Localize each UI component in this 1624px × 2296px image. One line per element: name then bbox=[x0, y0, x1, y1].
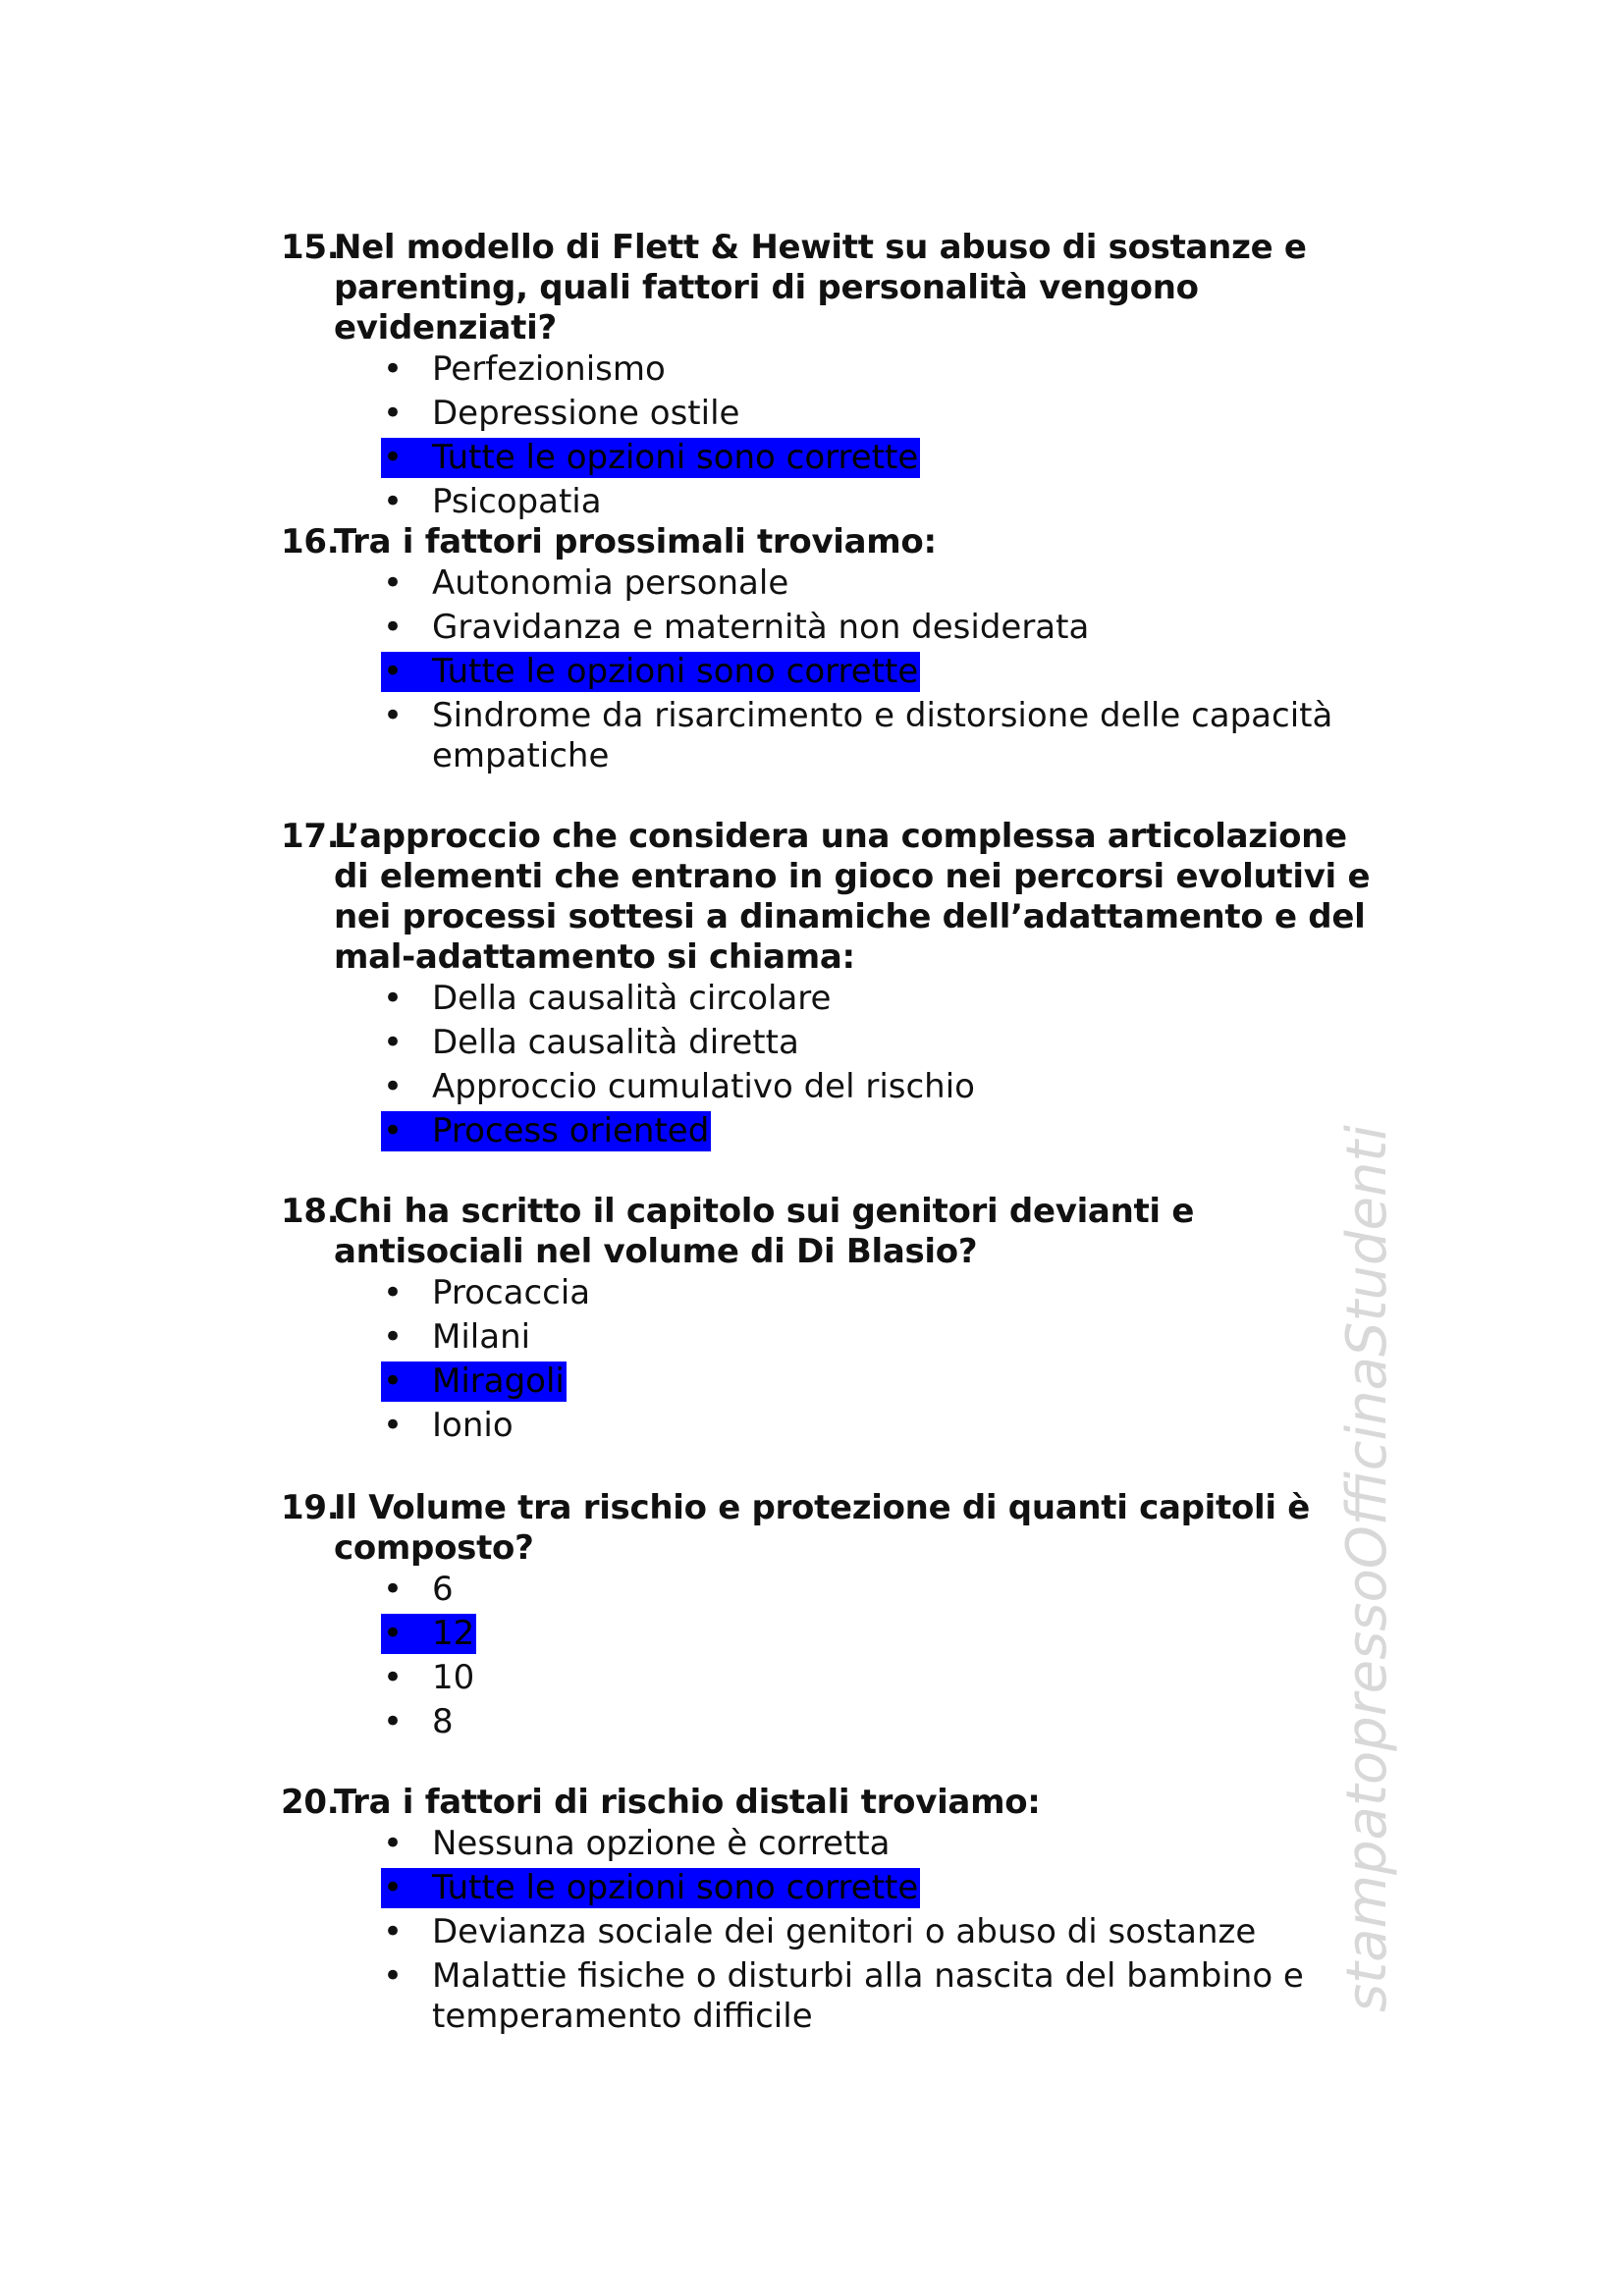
option-label: 6 bbox=[432, 1570, 454, 1609]
question-text: Tra i fattori di rischio distali troviamo: bbox=[334, 1783, 1041, 1822]
option-item bbox=[281, 349, 1390, 390]
question-title bbox=[281, 817, 1390, 978]
option-label: Approccio cumulativo del rischio bbox=[432, 1067, 975, 1106]
option-label: Autonomia personale bbox=[432, 563, 789, 603]
bullet-icon: • bbox=[383, 1868, 404, 1907]
option-item bbox=[281, 696, 1390, 776]
question-number: 15. bbox=[281, 228, 340, 267]
options-list bbox=[281, 349, 1390, 522]
option-label: Tutte le opzioni sono corrette bbox=[432, 1868, 919, 1907]
bullet-icon: • bbox=[383, 1067, 404, 1106]
option-item bbox=[281, 1824, 1390, 1864]
option-label: 12 bbox=[432, 1614, 475, 1653]
question-title bbox=[281, 1192, 1390, 1272]
question-16 bbox=[281, 522, 1390, 780]
option-item bbox=[281, 979, 1390, 1019]
question-text: Nel modello di Flett & Hewitt su abuso di sostanze e parenting, quali fattori di personalità vengono evidenziati? bbox=[334, 228, 1307, 347]
question-18 bbox=[281, 1192, 1390, 1450]
bullet-icon: • bbox=[383, 1702, 404, 1741]
answer-highlight bbox=[381, 1868, 920, 1908]
question-title bbox=[281, 1488, 1390, 1569]
options-list bbox=[281, 563, 1390, 776]
question-text: Chi ha scritto il capitolo sui genitori devianti e antisociali nel volume di Di Blasio? bbox=[334, 1192, 1195, 1271]
option-item-correct bbox=[281, 1614, 1390, 1654]
option-label: Tutte le opzioni sono corrette bbox=[432, 652, 919, 691]
option-item bbox=[281, 1023, 1390, 1063]
bullet-icon: • bbox=[383, 1570, 404, 1609]
option-label: 10 bbox=[432, 1658, 475, 1697]
option-label: Ionio bbox=[432, 1406, 514, 1445]
option-label: Della causalità diretta bbox=[432, 1023, 799, 1062]
watermark-text: stampatopressoOfficinaStudenti bbox=[1335, 1125, 1399, 2012]
answer-highlight bbox=[381, 1111, 711, 1151]
option-item-correct bbox=[281, 1868, 1390, 1908]
bullet-icon: • bbox=[383, 1362, 404, 1401]
bullet-icon: • bbox=[383, 482, 404, 521]
answer-highlight bbox=[381, 1614, 476, 1654]
option-label: Tutte le opzioni sono corrette bbox=[432, 438, 919, 477]
option-label: Procaccia bbox=[432, 1273, 591, 1312]
option-item-correct bbox=[281, 438, 1390, 478]
bullet-icon: • bbox=[383, 394, 404, 433]
bullet-icon: • bbox=[383, 349, 404, 389]
option-item bbox=[281, 563, 1390, 604]
answer-highlight bbox=[381, 652, 920, 692]
option-label: Devianza sociale dei genitori o abuso di sostanze bbox=[432, 1912, 1257, 1951]
question-title bbox=[281, 228, 1390, 348]
bullet-icon: • bbox=[383, 438, 404, 477]
option-item-correct bbox=[281, 652, 1390, 692]
options-list bbox=[281, 1824, 1390, 2037]
question-number: 17. bbox=[281, 817, 340, 856]
option-label: 8 bbox=[432, 1702, 454, 1741]
option-label: Miragoli bbox=[432, 1362, 565, 1401]
option-item bbox=[281, 1273, 1390, 1313]
bullet-icon: • bbox=[383, 1406, 404, 1445]
question-title bbox=[281, 522, 1390, 562]
options-list bbox=[281, 979, 1390, 1151]
bullet-icon: • bbox=[383, 563, 404, 603]
option-label: Process oriented bbox=[432, 1111, 710, 1150]
bullet-icon: • bbox=[383, 1912, 404, 1951]
option-label: Gravidanza e maternità non desiderata bbox=[432, 608, 1090, 647]
bullet-icon: • bbox=[383, 696, 404, 735]
option-item-correct bbox=[281, 1111, 1390, 1151]
option-label: Malattie fisiche o disturbi alla nascita del bambino e temperamento difficile bbox=[432, 1956, 1304, 2036]
option-item bbox=[281, 482, 1390, 522]
bullet-icon: • bbox=[383, 1111, 404, 1150]
option-item bbox=[281, 1912, 1390, 1952]
option-label: Della causalità circolare bbox=[432, 979, 832, 1018]
bullet-icon: • bbox=[383, 1317, 404, 1357]
option-label: Sindrome da risarcimento e distorsione delle capacità empatiche bbox=[432, 696, 1333, 775]
option-label: Milani bbox=[432, 1317, 531, 1357]
option-item bbox=[281, 1067, 1390, 1107]
question-text: L’approccio che considera una complessa articolazione di elementi che entrano in gioco nei percorsi evolutivi e nei processi sottesi a dinamiche dell’adattamento e del mal-adattamento si chiama: bbox=[334, 817, 1371, 977]
question-number: 18. bbox=[281, 1192, 340, 1231]
answer-highlight bbox=[381, 438, 920, 478]
option-item bbox=[281, 1570, 1390, 1610]
question-20 bbox=[281, 1783, 1390, 2041]
option-item bbox=[281, 1956, 1390, 2037]
options-list bbox=[281, 1570, 1390, 1742]
option-item bbox=[281, 1317, 1390, 1358]
option-item bbox=[281, 394, 1390, 434]
question-17 bbox=[281, 817, 1390, 1155]
option-label: Depressione ostile bbox=[432, 394, 740, 433]
bullet-icon: • bbox=[383, 608, 404, 647]
option-item bbox=[281, 608, 1390, 648]
bullet-icon: • bbox=[383, 1956, 404, 1996]
bullet-icon: • bbox=[383, 979, 404, 1018]
answer-highlight bbox=[381, 1362, 567, 1402]
option-label: Perfezionismo bbox=[432, 349, 666, 389]
option-item bbox=[281, 1658, 1390, 1698]
question-number: 19. bbox=[281, 1488, 340, 1527]
option-item-correct bbox=[281, 1362, 1390, 1402]
option-label: Psicopatia bbox=[432, 482, 602, 521]
question-title bbox=[281, 1783, 1390, 1823]
option-item bbox=[281, 1702, 1390, 1742]
question-text: Il Volume tra rischio e protezione di quanti capitoli è composto? bbox=[334, 1488, 1311, 1568]
bullet-icon: • bbox=[383, 652, 404, 691]
bullet-icon: • bbox=[383, 1824, 404, 1863]
bullet-icon: • bbox=[383, 1614, 404, 1653]
question-15 bbox=[281, 228, 1390, 526]
question-number: 16. bbox=[281, 522, 340, 561]
bullet-icon: • bbox=[383, 1023, 404, 1062]
option-item bbox=[281, 1406, 1390, 1446]
options-list bbox=[281, 1273, 1390, 1446]
bullet-icon: • bbox=[383, 1658, 404, 1697]
question-text: Tra i fattori prossimali troviamo: bbox=[334, 522, 937, 561]
question-19 bbox=[281, 1488, 1390, 1746]
question-number: 20. bbox=[281, 1783, 340, 1822]
bullet-icon: • bbox=[383, 1273, 404, 1312]
option-label: Nessuna opzione è corretta bbox=[432, 1824, 891, 1863]
